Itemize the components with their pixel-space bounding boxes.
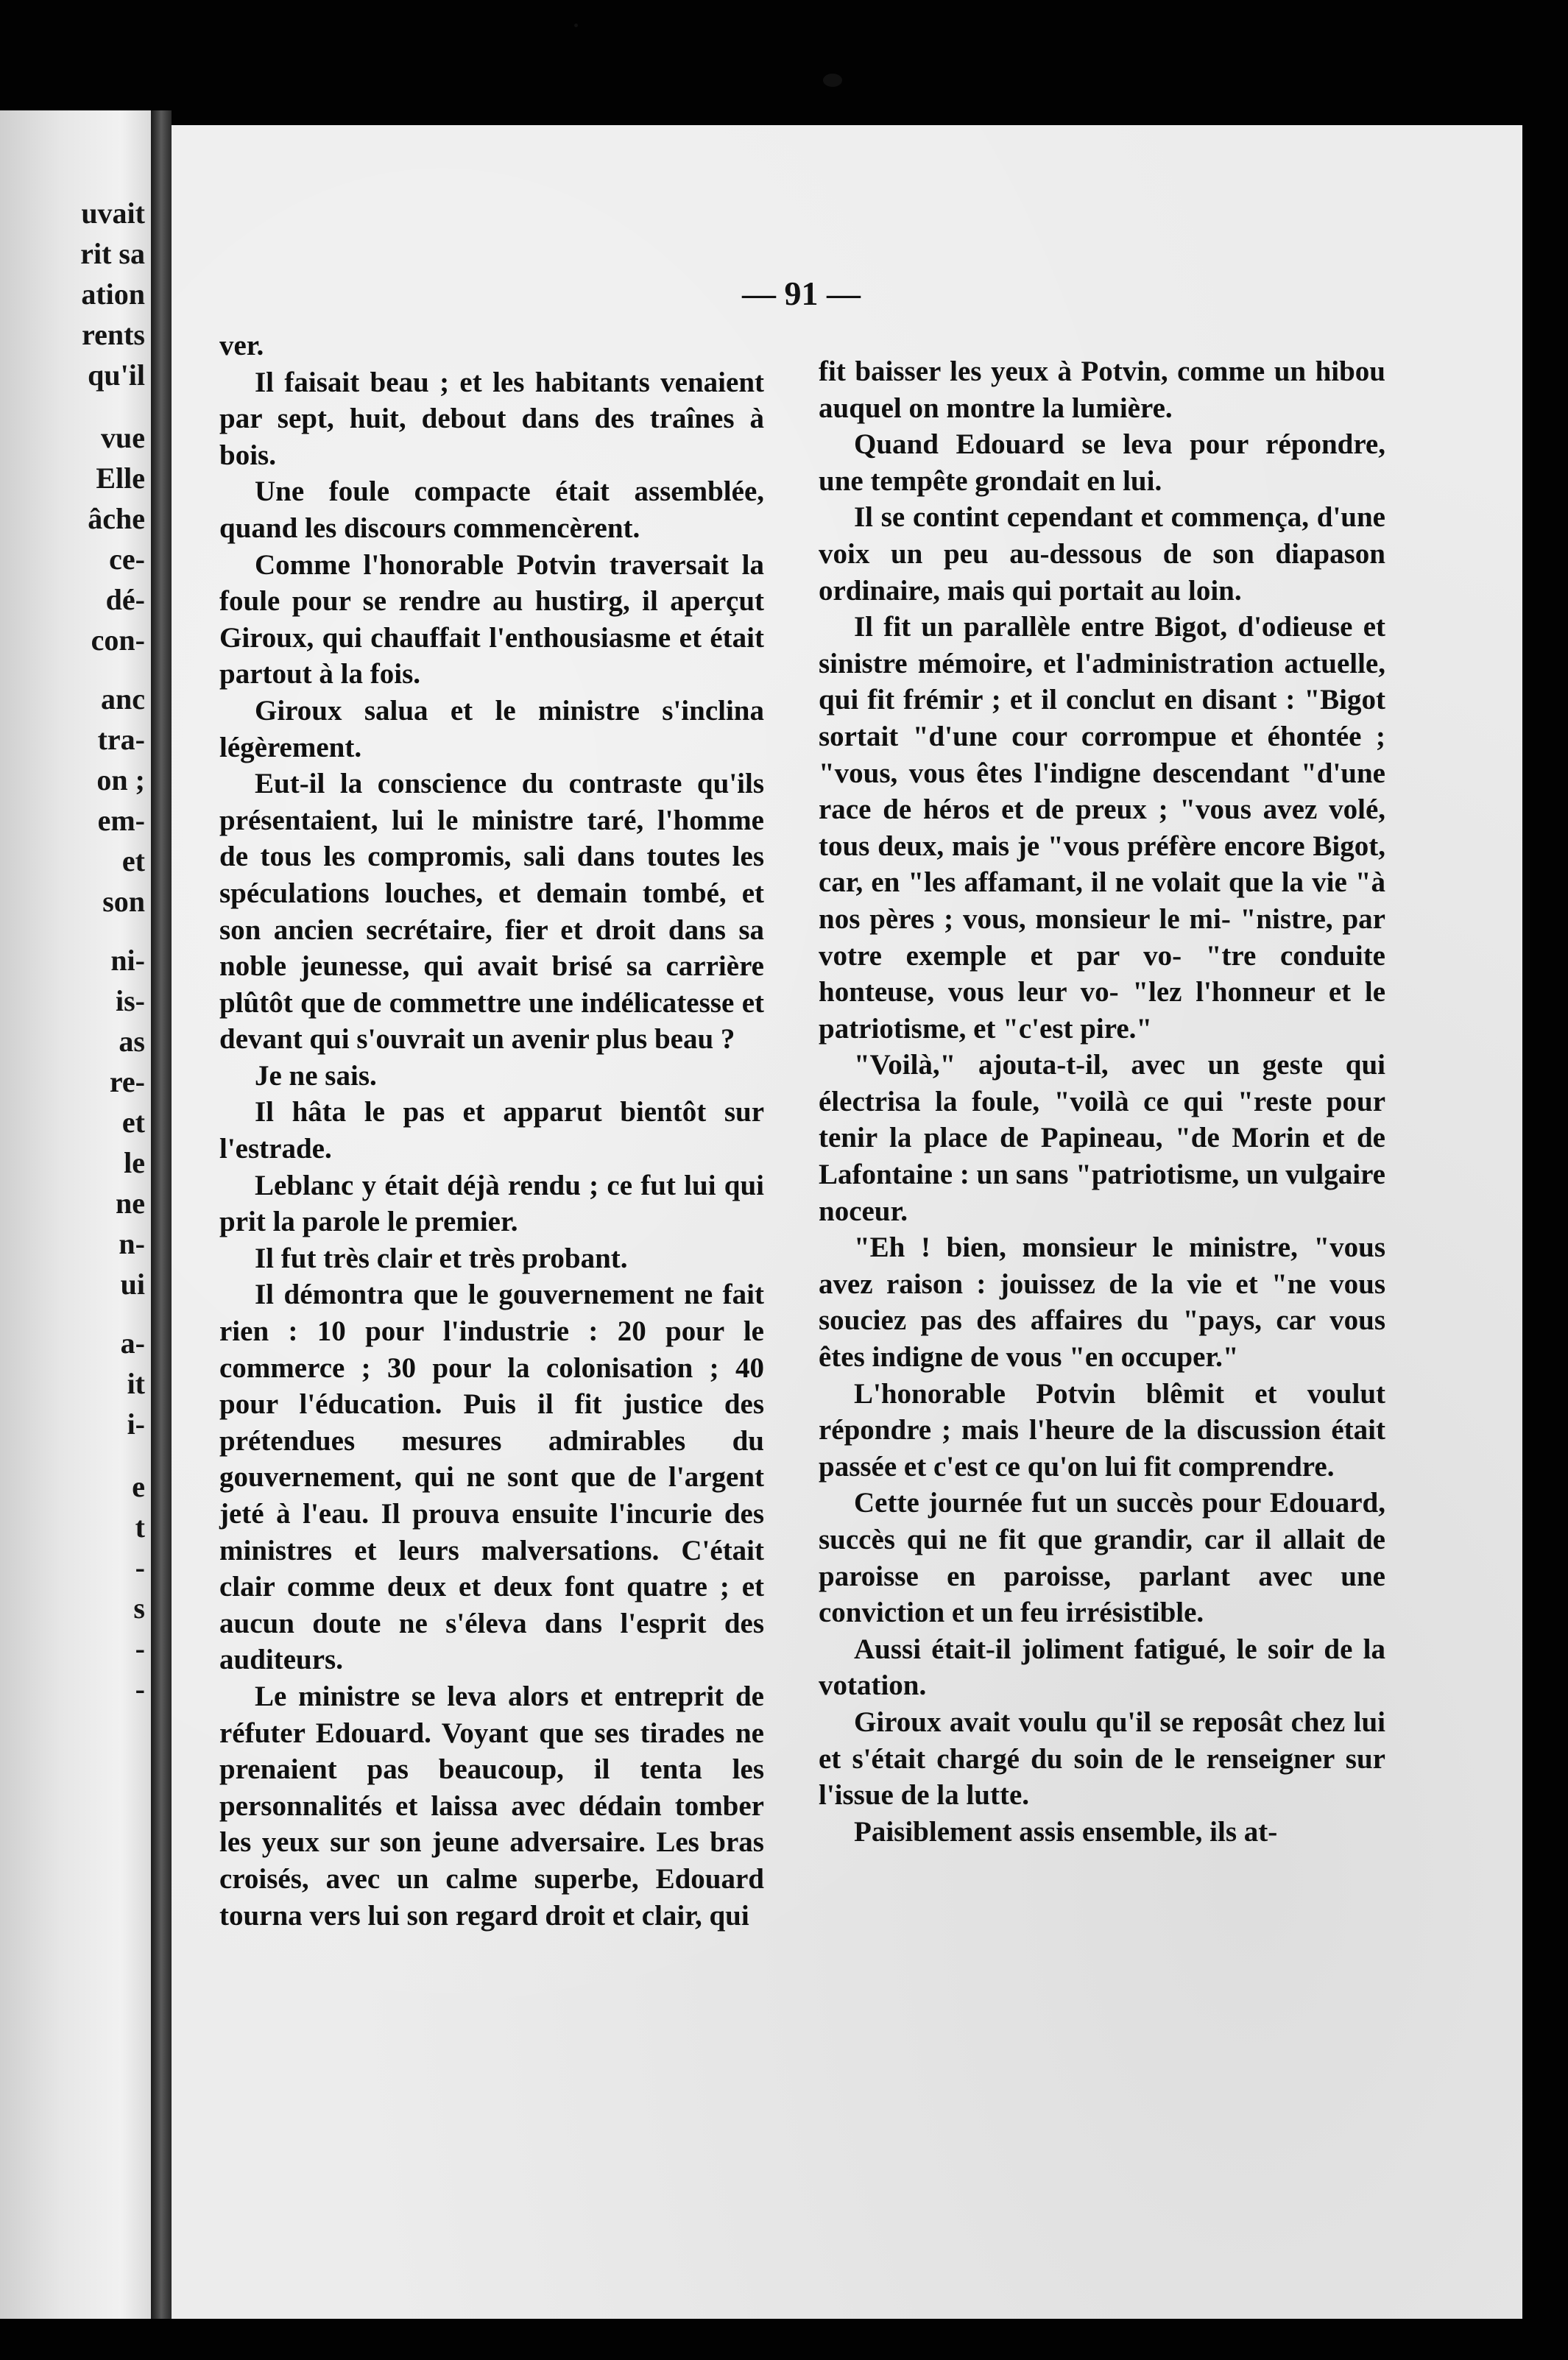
paragraph: Il démontra que le gouvernement ne fait rien : 10 pour l'industrie : 20 pour le commerce ; 30 pour la colonisation ; 40 pour l'éducation. Puis il fit justice des prétendues mesures admirables du gouvernement, qui ne sont que de l'argent jeté à l'eau. Il prouva ensuite l'incurie des ministres et leurs malversations. C'était clair comme deux et deux font quatre ; et aucun doute ne s'éleva dans l'esprit des auditeurs. [219,1279,764,1676]
previous-page-text-fragment: - [135,1551,145,1584]
previous-page-text-fragment: qu'il [88,358,145,392]
previous-page-text-fragment: ni- [110,944,145,977]
paragraph: fit baisser les yeux à Potvin, comme un hibou auquel on montre la lumière. [819,356,1385,424]
paragraph: Giroux avait voulu qu'il se reposât chez lui et s'était chargé du soin de le renseigner sur l'issue de la lutte. [819,1706,1385,1812]
paragraph: Aussi était-il joliment fatigué, le soir de la votation. [819,1633,1385,1702]
paragraph: Il fit un parallèle entre Bigot, d'odieuse et sinistre mémoire, et l'administration actuelle, qui fit frémir ; et il conclut en disant : "Bigot sortait "d'une cour corrompue et éhontée ; "vous, vous êtes l'indigne descendant "d'une race de héros et de preux ; "vous avez volé, tous deux, mais je "vous préfère encore Bigot, car, en "les affamant, il ne volait que la vie "à nos pères ; vous, monsieur le mi- "nistre, par votre exemple et par vo- "tre conduite honteuse, vous leur vo- "lez l'honneur et le patriotisme, et "c'est pire." [819,611,1385,1045]
previous-page-text-fragment: i- [127,1407,145,1441]
previous-page-text-fragment: vue [101,421,145,454]
previous-page-text-fragment: as [119,1025,145,1058]
previous-page-text-fragment: is- [116,984,145,1017]
right-text-column [819,353,1385,1850]
previous-page-text-fragment: re- [109,1065,145,1098]
book-gutter [151,110,172,2319]
previous-page-text-fragment: ui [120,1268,145,1301]
paragraph: Cette journée fut un succès pour Edouard, succès qui ne fit que grandir, car il allait de paroisse en paroisse, parlant avec une conviction et un feu irrésistible. [819,1487,1385,1629]
paragraph: Je ne sais. [255,1059,377,1092]
previous-page-text-fragment: dé- [105,583,145,616]
previous-page-text-fragment: n- [119,1227,145,1260]
paragraph: Le ministre se leva alors et entreprit de réfuter Edouard. Voyant que ses tirades ne prenaient pas beaucoup, il tenta les personnalités et laissa avec dédain tomber les yeux sur son jeune adversaire. Les bras croisés, avec un calme superbe, Edouard tourna vers lui son regard droit et clair, qui [219,1680,764,1932]
left-text-column [219,328,764,1934]
previous-page-text-fragment: et [121,1106,145,1139]
paragraph: Il se contint cependant et commença, d'une voix un peu au-dessous de son diapason ordinaire, mais qui portait au loin. [819,501,1385,607]
previous-page-text-fragment: son [102,885,145,918]
paragraph: Il faisait beau ; et les habitants venaient par sept, huit, debout dans des traînes à bois. [219,366,764,471]
previous-page-text-fragment: - [135,1672,145,1706]
previous-page-text-fragment: rit sa [80,237,145,270]
previous-page-text-fragment: le [124,1146,145,1179]
paragraph: Comme l'honorable Potvin traversait la foule pour se rendre au hustirg, il aperçut Giroux, qui chauffait l'enthousiasme et était partout à la fois. [219,548,764,690]
paragraph: Il hâta le pas et apparut bientôt sur l'estrade. [219,1096,764,1165]
previous-page-text-fragment: t [135,1511,145,1544]
previous-page-text-fragment: ation [81,278,145,311]
previous-page-text-fragment: it [127,1367,145,1400]
previous-page-text-fragment: ne [116,1187,145,1220]
paragraph: ver. [219,330,264,361]
previous-page-text-fragment: ce- [109,543,145,576]
paragraph: Giroux salua et le ministre s'inclina légèrement. [219,694,764,763]
previous-page-text-fragment: con- [91,623,145,657]
previous-page-text-fragment: on ; [96,763,145,796]
paragraph: Il fut très clair et très probant. [255,1242,628,1274]
previous-page-text-fragment: - [135,1632,145,1665]
previous-page-text-fragment: s [133,1591,145,1625]
film-speck [823,74,842,87]
previous-page-text-fragment: rents [82,318,145,351]
previous-page-text-fragment: âche [88,502,145,535]
previous-page-text-fragment: Elle [96,462,145,495]
previous-page-text-fragment: tra- [97,723,145,756]
paragraph: Quand Edouard se leva pour répondre, une tempête grondait en lui. [819,428,1385,497]
previous-page-text-fragment: e [132,1470,145,1503]
page-number: — 91 — [742,275,861,312]
paragraph: Eut-il la conscience du contraste qu'ils présentaient, lui le ministre taré, l'homme de tous les compromis, sali dans toutes les spéculations louches, et demain tombé, et son ancien secrétaire, fier et droit dans sa noble jeunesse, qui avait brisé sa carrière plûtôt que de commettre une indélicatesse et devant qui s'ouvrait un avenir plus beau ? [219,768,764,1056]
paragraph: Une foule compacte était assemblée, quand les discours commencèrent. [219,476,764,544]
previous-page-text-fragment: et [121,844,145,877]
previous-page-text-fragment: uvait [81,197,145,230]
previous-page-text-fragment: em- [97,804,145,837]
previous-page-text-fragment: a- [120,1326,145,1360]
previous-page-edge [0,110,151,2319]
paragraph: Paisiblement assis ensemble, ils at- [854,1815,1278,1848]
paragraph: "Voilà," ajouta-t-il, avec un geste qui électrisa la foule, "voilà ce qui "reste pour tenir la place de Papineau, "de Morin et de Lafontaine : un sans "patriotisme, un vulgaire noceur. [819,1049,1385,1227]
paragraph: Leblanc y était déjà rendu ; ce fut lui qui prit la parole le premier. [219,1169,764,1238]
film-speck [574,24,578,27]
paragraph: "Eh ! bien, monsieur le ministre, "vous avez raison : jouissez de la vie et "ne vous souciez pas des affaires du "pays, car vous êtes indigne de vous "en occuper." [819,1232,1385,1374]
previous-page-text-fragment: anc [101,682,145,716]
paragraph: L'honorable Potvin blêmit et voulut répondre ; mais l'heure de la discussion était passée et c'est ce qu'on lui fit comprendre. [819,1377,1385,1483]
